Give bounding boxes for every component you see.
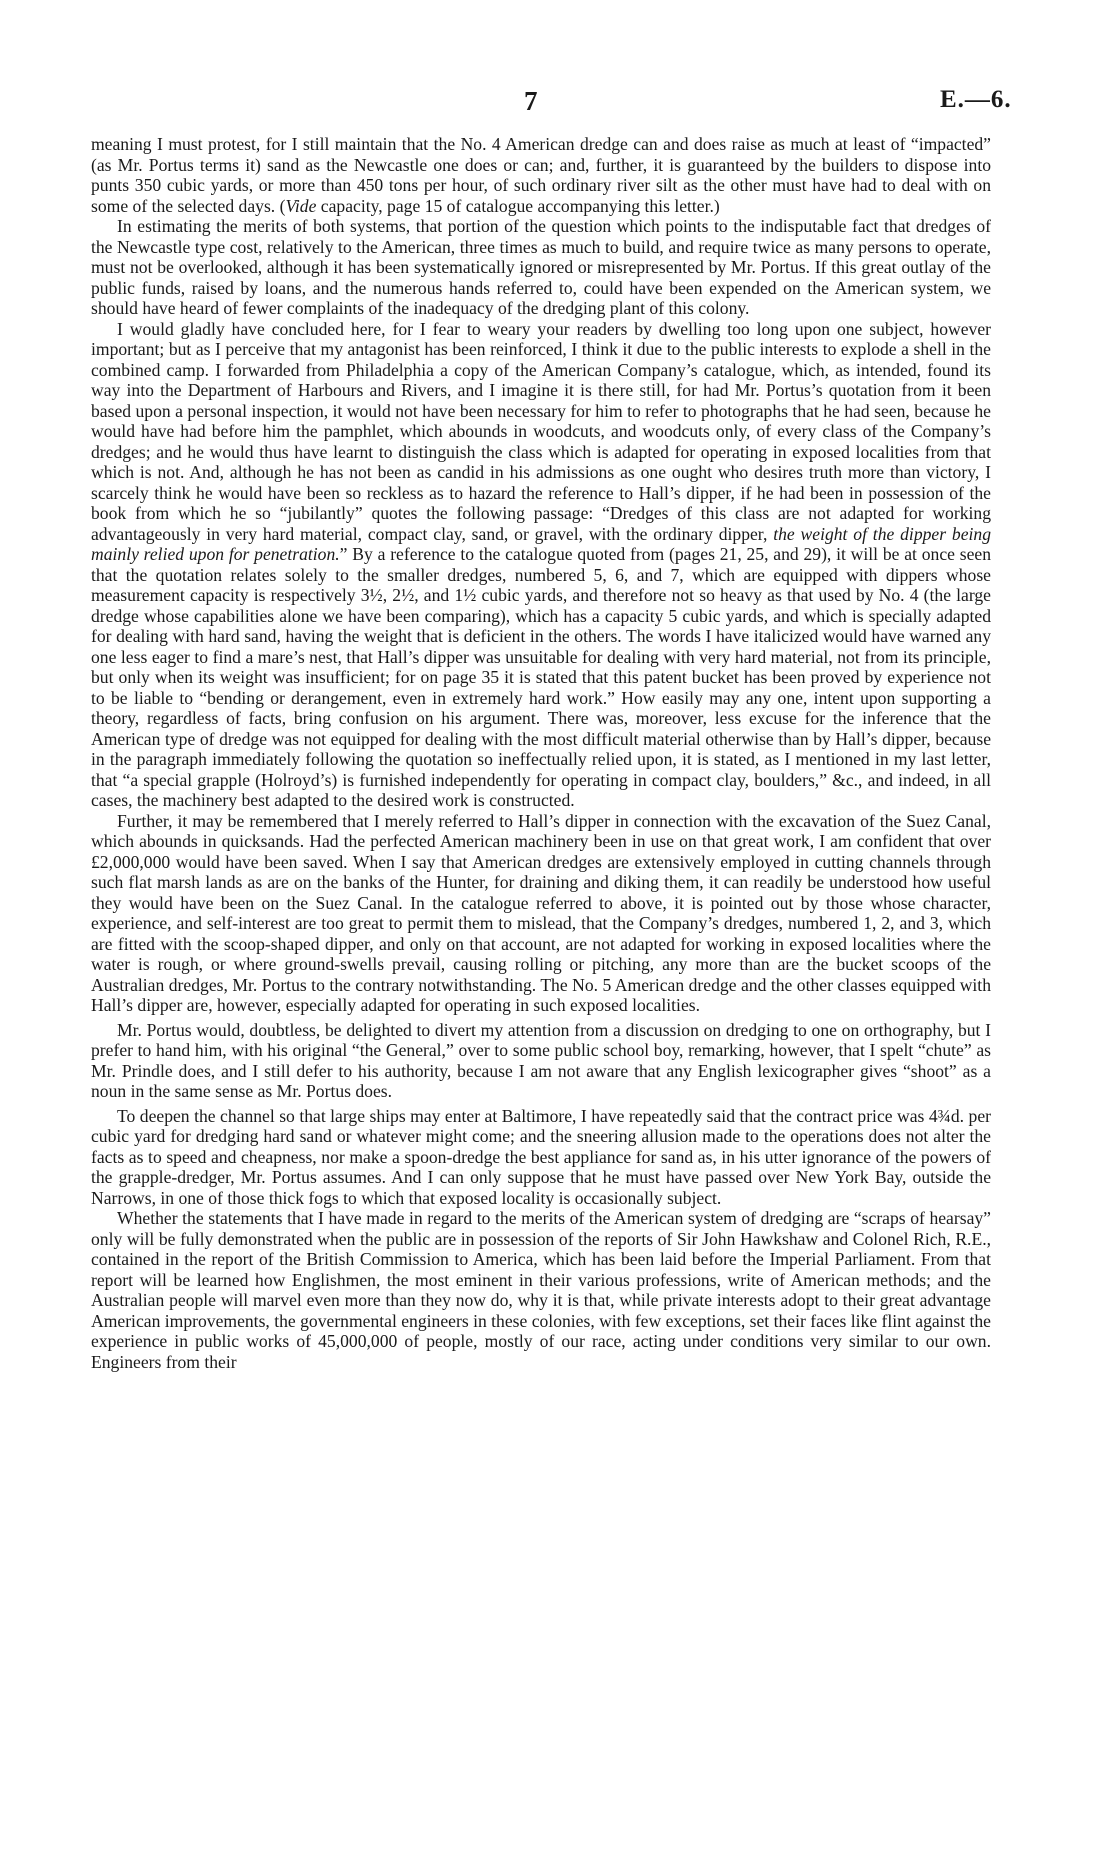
italic-text: Vide [285, 195, 317, 216]
paragraph-6: To deepen the channel so that large ships may enter at Baltimore, I have repeatedly said that the contract price was 4¾d. per cubic yard for dredging hard sand or whatever might come; and the sneering allusion made to the operations does not alter the facts as to speed and cheapness, nor make a spoon-dredge the best appliance for sand as, in his utter ignorance of the powers of the grapple-dredger, Mr. Portus assumes. And I can only suppose that he must have passed over New York Bay, outside the Narrows, in one of those thick fogs to which that exposed locality is occasionally subject. [91, 1105, 991, 1208]
paragraph-text: ” By a reference to the catalogue quoted from (pages 21, 25, and 29), it will be at once seen that the quotation relates solely to the smaller dredges, numbered 5, 6, and 7, which are equipped with dippers whose measurement capacity is respectively 3½, 2½, and 1½ cubic yards, and therefore not so heavy as that used by No. 4 (the large dredge whose capabilities alone we have been comparing), which has a capacity 5 cubic yards, and which is specially adapted for dealing with hard sand, having the weight that is deficient in the others. The words I have italicized would have warned any one less eager to find a mare’s nest, that Hall’s dipper was unsuitable for dealing with very hard material, not from its principle, but only when its weight was insufficient; for on page 35 it is stated that this patent bucket has been proved by experience not to be liable to “bending or derangement, even in extremely hard work.” How easily may any one, intent upon supporting a theory, regardless of facts, bring confusion on his argument. There was, moreover, less excuse for the inference that the American type of dredge was not equipped for dealing with the most difficult material otherwise than by Hall’s dipper, because in the paragraph immediately following the quotation so ineffectually relied upon, it is stated, as I mentioned in my last letter, that “a special grapple (Holroyd’s) is furnished independently for operating in compact clay, boulders,” &c., and indeed, in all cases, the machinery best adapted to the desired work is constructed. [91, 544, 991, 810]
paragraph-text: I would gladly have concluded here, for I fear to weary your readers by dwelling too long upon one subject, however important; but as I perceive that my antagonist has been reinforced, I think it due to the public interests to explode a shell in the combined camp. I forwarded from Philadelphia a copy of the American Company’s catalogue, which, as intended, found its way into the Department of Harbours and Rivers, and I imagine it is there still, for had Mr. Portus’s quotation from it been based upon a personal inspection, it would not have been necessary for him to refer to photographs that he had seen, because he would have had before him the pamphlet, which abounds in woodcuts, and woodcuts only, of every class of the Company’s dredges; and he would thus have learnt to distinguish the class which is adapted for operating in exposed localities from that which is not. And, although he has not been as candid in his admissions as one ought who desires truth more than victory, I scarcely think he would have been so reckless as to hazard the reference to Hall’s dipper, if he had been in possession of the book from which he so “jubilantly” quotes the following passage: “Dredges of this class are not adapted for working advantageously in very hard material, compact clay, sand, or gravel, with the ordinary dipper, [91, 318, 991, 544]
body-text [91, 134, 991, 1372]
paragraph-7: Whether the statements that I have made in regard to the merits of the American system of dredging are “scraps of hearsay” only will be fully demonstrated when the public are in possession of the reports of Sir John Hawkshaw and Colonel Rich, R.E., contained in the report of the British Commission to America, which has been laid before the Imperial Parliament. From that report will be learned how Englishmen, the most eminent in their various professions, write of American methods; and the Australian people will marvel even more than they now do, why it is that, while private interests adopt to their great advantage American improvements, the governmental engineers in these colonies, with few exceptions, set their faces like flint against the experience in public works of 45,000,000 of people, mostly of our race, acting under conditions very similar to our own. Engineers from their [91, 1208, 991, 1372]
paragraph-2: In estimating the merits of both systems, that portion of the question which points to the indisputable fact that dredges of the Newcastle type cost, relatively to the American, three times as much to build, and require twice as many persons to operate, must not be overlooked, although it has been systematically ignored or misrepresented by Mr. Portus. If this great outlay of the public funds, raised by loans, and the numerous hands referred to, could have been expended on the American system, we should have heard of fewer complaints of the inadequacy of the dredging plant of this colony. [91, 216, 991, 318]
paragraph-3 [91, 319, 991, 811]
paragraph-5: Mr. Portus would, doubtless, be delighted to divert my attention from a discussion on dredging to one on orthography, but I prefer to hand him, with his original “the General,” over to some public school boy, remarking, however, that I spelt “chute” as Mr. Prindle does, and I still defer to his authority, because I am not aware that any English lexicographer gives “shoot” as a noun in the same sense as Mr. Portus does. [91, 1019, 991, 1101]
paragraph-1 [91, 134, 991, 216]
italic-text: the weight of the dipper being mainly relied upon for penetration. [91, 523, 991, 564]
paragraph-text: capacity, page 15 of catalogue accompanying this letter.) [316, 195, 720, 216]
page-reference: E.—6. [940, 86, 1012, 113]
paragraph-text: meaning I must protest, for I still maintain that the No. 4 American dredge can and does raise as much at least of “impacted” (as Mr. Portus terms it) sand as the Newcastle one does or can; and, further, it is guaranteed by the builders to dispose into punts 350 cubic yards, or more than 450 tons per hour, of such ordinary river silt as the other must have had to deal with on some of the selected days. ( [91, 134, 991, 216]
paragraph-4: Further, it may be remembered that I merely referred to Hall’s dipper in connection with the excavation of the Suez Canal, which abounds in quicksands. Had the perfected American machinery been in use on that great work, I am confident that over £2,000,000 would have been saved. When I say that American dredges are extensively employed in cutting channels through such flat marsh lands as are on the banks of the Hunter, for draining and diking them, it can readily be understood how useful they would have been on the Suez Canal. In the catalogue referred to above, it is pointed out by those whose character, experience, and self-interest are too great to permit them to mislead, that the Company’s dredges, numbered 1, 2, and 3, which are fitted with the scoop-shaped dipper, and only on that account, are not adapted for working in exposed localities where the water is rough, or where ground-swells prevail, causing rolling or pitching, any more than are the bucket scoops of the Australian dredges, Mr. Portus to the contrary notwithstanding. The No. 5 American dredge and the other classes equipped with Hall’s dipper are, however, especially adapted for operating in such exposed localities. [91, 810, 991, 1015]
page-number: 7 [524, 86, 538, 116]
